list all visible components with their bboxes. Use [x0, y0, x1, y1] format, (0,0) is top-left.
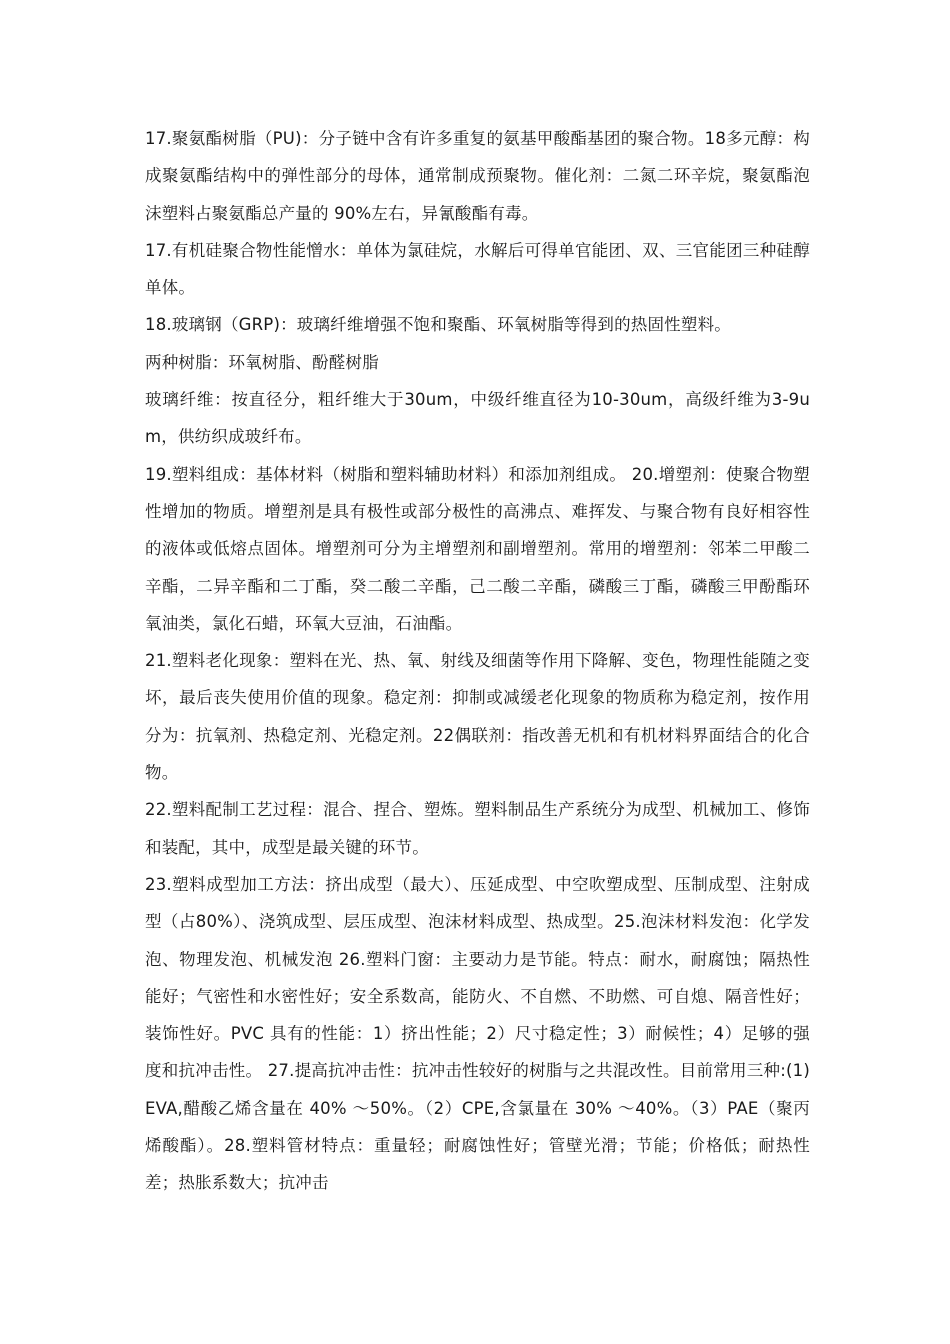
paragraph-plastic-aging: 21.塑料老化现象：塑料在光、热、氧、射线及细菌等作用下降解、变色，物理性能随之变坏，最后丧失使用价值的现象。稳定剂：抑制或减缓老化现象的物质称为稳定剂，按作用分为：抗氧剂、热稳定剂、光稳定剂。22偶联剂：指改善无机和有机材料界面结合的化合物。 — [145, 651, 810, 783]
paragraph-plastic-molding: 23.塑料成型加工方法：挤出成型（最大）、压延成型、中空吹塑成型、压制成型、注射成型（占80%）、浇筑成型、层压成型、泡沫材料成型、热成型。25.泡沫材料发泡：化学发泡、物理发泡、机械发泡 26.塑料门窗：主要动力是节能。特点：耐水，耐腐蚀；隔热性能好；气密性和水密性好；安全系数高，能防火、不自燃、不助燃、可自熄、隔音性好；装饰性好。PVC 具有的性能：1）挤出性能；2）尺寸稳定性；3）耐候性；4）足够的强度和抗冲击性。 27.提高抗冲击性：抗冲击性较好的树脂与之共混改性。目前常用三种:(1)EVA,醋酸乙烯含量在 40% ～50%。（2）CPE,含氯量在 30% ～40%。（3）PAE（聚丙烯酸酯）。28.塑料管材特点：重量轻；耐腐蚀性好；管壁光滑；节能；价格低；耐热性差；热胀系数大；抗冲击 — [145, 874, 810, 1193]
paragraph-two-resins: 两种树脂：环氧树脂、酚醛树脂 — [145, 352, 379, 372]
paragraph-plastic-process: 22.塑料配制工艺过程：混合、捏合、塑炼。塑料制品生产系统分为成型、机械加工、修饰和装配，其中，成型是最关键的环节。 — [145, 800, 810, 857]
paragraph-glass-fiber: 玻璃纤维：按直径分，粗纤维大于30um，中级纤维直径为10-30um，高级纤维为3-9um，供纺织成玻纤布。 — [145, 390, 810, 447]
paragraph-plastic-composition: 19.塑料组成：基体材料（树脂和塑料辅助材料）和添加剂组成。 20.增塑剂：使聚合物塑性增加的物质。增塑剂是具有极性或部分极性的高沸点、难挥发、与聚合物有良好相容性的液体或低熔点固体。增塑剂可分为主增塑剂和副增塑剂。常用的增塑剂：邻苯二甲酸二辛酯，二异辛酯和二丁酯，癸二酸二辛酯，己二酸二辛酯，磷酸三丁酯，磷酸三甲酚酯环氧油类，氯化石蜡，环氧大豆油，石油酯。 — [145, 464, 810, 633]
paragraph-polyurethane: 17.聚氨酯树脂（PU)：分子链中含有许多重复的氨基甲酸酯基团的聚合物。18多元醇：构成聚氨酯结构中的弹性部分的母体，通常制成预聚物。催化剂：二氮二环辛烷，聚氨酯泡沫塑料占聚氨酯总产量的 90%左右，异氰酸酯有毒。 — [145, 129, 810, 223]
document-body — [145, 120, 810, 1202]
paragraph-grp: 18.玻璃钢（GRP)：玻璃纤维增强不饱和聚酯、环氧树脂等得到的热固性塑料。 — [145, 315, 731, 335]
paragraph-silicone-polymer: 17.有机硅聚合物性能憎水：单体为氯硅烷，水解后可得单官能团、双、三官能团三种硅醇单体。 — [145, 240, 810, 298]
